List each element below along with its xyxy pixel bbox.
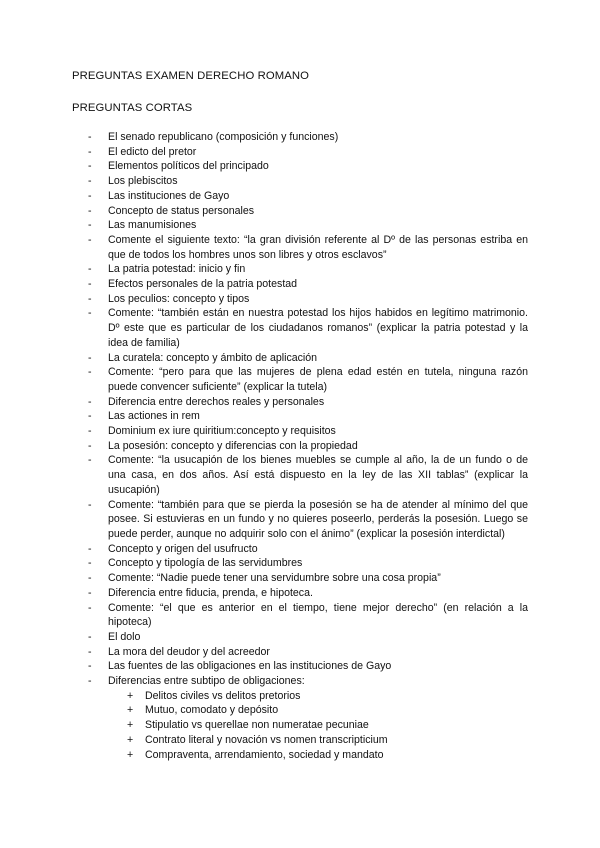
question-item [88, 424, 528, 439]
sub-question-text: Delitos civiles vs delitos pretorios [145, 689, 301, 702]
dash-bullet: - [88, 145, 92, 158]
question-item [88, 586, 528, 601]
question-item [88, 159, 528, 174]
dash-bullet: - [88, 278, 92, 291]
question-item [88, 409, 528, 424]
dash-bullet: - [88, 572, 92, 585]
question-item [88, 645, 528, 660]
question-text: La mora del deudor y del acreedor [108, 645, 270, 658]
dash-bullet: - [88, 675, 92, 688]
question-item [88, 292, 528, 307]
sub-question-item [127, 733, 528, 748]
question-item [88, 218, 528, 233]
dash-bullet: - [88, 263, 92, 276]
question-text: Las actiones in rem [108, 410, 200, 423]
question-text: Comente: “la usucapión de los bienes muebles se cumple al año, la de un fundo o de una casa, en dos años. Así está dispuesto en la ley de las XII tablas” (explicar la usucapión) [108, 454, 528, 496]
question-text: Comente: “Nadie puede tener una servidumbre sobre una cosa propia” [108, 572, 441, 585]
question-text: Diferencia entre fiducia, prenda, e hipoteca. [108, 586, 313, 599]
plus-bullet: + [127, 689, 134, 702]
question-item [88, 395, 528, 410]
dash-bullet: - [88, 189, 92, 202]
question-text: El senado republicano (composición y funciones) [108, 131, 339, 143]
question-text: Las manumisiones [108, 219, 197, 232]
plus-bullet: + [127, 733, 134, 746]
dash-bullet: - [88, 439, 92, 452]
dash-bullet: - [88, 395, 92, 408]
sub-question-item [127, 718, 528, 733]
dash-bullet: - [88, 601, 92, 614]
question-item [88, 130, 528, 145]
sub-question-text: Stipulatio vs querellae non numeratae pecuniae [145, 719, 369, 732]
question-item [88, 145, 528, 160]
question-item [88, 174, 528, 189]
question-item [88, 262, 528, 277]
sub-question-item [127, 689, 528, 704]
dash-bullet: - [88, 410, 92, 423]
question-text: Concepto de status personales [108, 204, 255, 217]
question-list [88, 130, 528, 762]
plus-bullet: + [127, 719, 134, 732]
dash-bullet: - [88, 557, 92, 570]
dash-bullet: - [88, 351, 92, 364]
question-item [88, 571, 528, 586]
question-text: Dominium ex iure quiritium:concepto y requisitos [108, 425, 336, 438]
question-text: Comente: “pero para que las mujeres de plena edad estén en tutela, ninguna razón puede convencer suficiente” (explicar la tutela) [108, 366, 528, 393]
question-text: Comente: “el que es anterior en el tiempo, tiene mejor derecho” (en relación a la hipoteca) [108, 601, 528, 629]
question-text: Concepto y tipología de las servidumbres [108, 557, 303, 570]
dash-bullet: - [88, 586, 92, 599]
dash-bullet: - [88, 645, 92, 658]
question-text: La posesión: concepto y diferencias con la propiedad [108, 439, 358, 452]
dash-bullet: - [88, 307, 92, 320]
question-item [88, 351, 528, 366]
question-text: Elementos políticos del principado [108, 160, 269, 173]
sub-question-list [127, 689, 528, 763]
dash-bullet: - [88, 498, 92, 511]
dash-bullet: - [88, 425, 92, 438]
question-item [88, 365, 528, 394]
question-item [88, 542, 528, 557]
question-text: Comente: “también para que se pierda la posesión se ha de atender al mínimo del que posee. Si estuvieras en un fundo y no quieres poseerlo, perderás la posesión. Luego se puede perder, aunque no adquirir solo con el ánimo” (explicar la posesión interdictal) [108, 498, 528, 540]
question-text: Comente el siguiente texto: “la gran división referente al Dº de las personas estriba en que de todos los hombres unos son libres y otros esclavos” [108, 233, 528, 261]
dash-bullet: - [88, 219, 92, 232]
dash-bullet: - [88, 233, 92, 246]
question-item [88, 233, 528, 262]
question-text: La patria potestad: inicio y fin [108, 263, 246, 276]
question-item [88, 306, 528, 350]
question-item [88, 453, 528, 497]
sub-question-item [127, 748, 528, 763]
document-title: PREGUNTAS EXAMEN DERECHO ROMANO [72, 70, 310, 82]
dash-bullet: - [88, 175, 92, 188]
question-item [88, 674, 528, 762]
question-item [88, 630, 528, 645]
dash-bullet: - [88, 292, 92, 305]
question-item [88, 601, 528, 630]
question-text: Las instituciones de Gayo [108, 189, 230, 202]
dash-bullet: - [88, 131, 92, 143]
dash-bullet: - [88, 204, 92, 217]
sub-question-text: Compraventa, arrendamiento, sociedad y mandato [145, 748, 384, 761]
question-text: Los peculios: concepto y tipos [108, 292, 250, 305]
plus-bullet: + [127, 748, 134, 761]
question-text: La curatela: concepto y ámbito de aplicación [108, 351, 318, 364]
question-item [88, 189, 528, 204]
question-item [88, 277, 528, 292]
question-text: El dolo [108, 630, 141, 643]
dash-bullet: - [88, 454, 92, 467]
dash-bullet: - [88, 660, 92, 673]
question-text: El edicto del pretor [108, 145, 197, 158]
section-title: PREGUNTAS CORTAS [72, 102, 193, 114]
sub-question-text: Contrato literal y novación vs nomen transcripticium [145, 733, 388, 746]
question-item [88, 204, 528, 219]
dash-bullet: - [88, 160, 92, 173]
question-item [88, 498, 528, 542]
question-text: Los plebiscitos [108, 175, 178, 188]
question-text: Efectos personales de la patria potestad [108, 278, 298, 291]
question-text: Comente: “también están en nuestra potestad los hijos habidos en legítimo matrimonio. Dº este que es particular de los ciudadanos romanos” (explicar la patria potestad y la idea de familia) [108, 307, 528, 349]
sub-question-item [127, 703, 528, 718]
question-text: Las fuentes de las obligaciones en las instituciones de Gayo [108, 660, 392, 673]
plus-bullet: + [127, 704, 134, 717]
question-item [88, 556, 528, 571]
question-text: Diferencias entre subtipo de obligaciones: [108, 675, 305, 688]
question-item [88, 659, 528, 674]
dash-bullet: - [88, 366, 92, 379]
sub-question-text: Mutuo, comodato y depósito [145, 704, 279, 717]
dash-bullet: - [88, 630, 92, 643]
question-text: Diferencia entre derechos reales y personales [108, 395, 325, 408]
dash-bullet: - [88, 542, 92, 555]
question-item [88, 439, 528, 454]
question-text: Concepto y origen del usufructo [108, 542, 258, 555]
